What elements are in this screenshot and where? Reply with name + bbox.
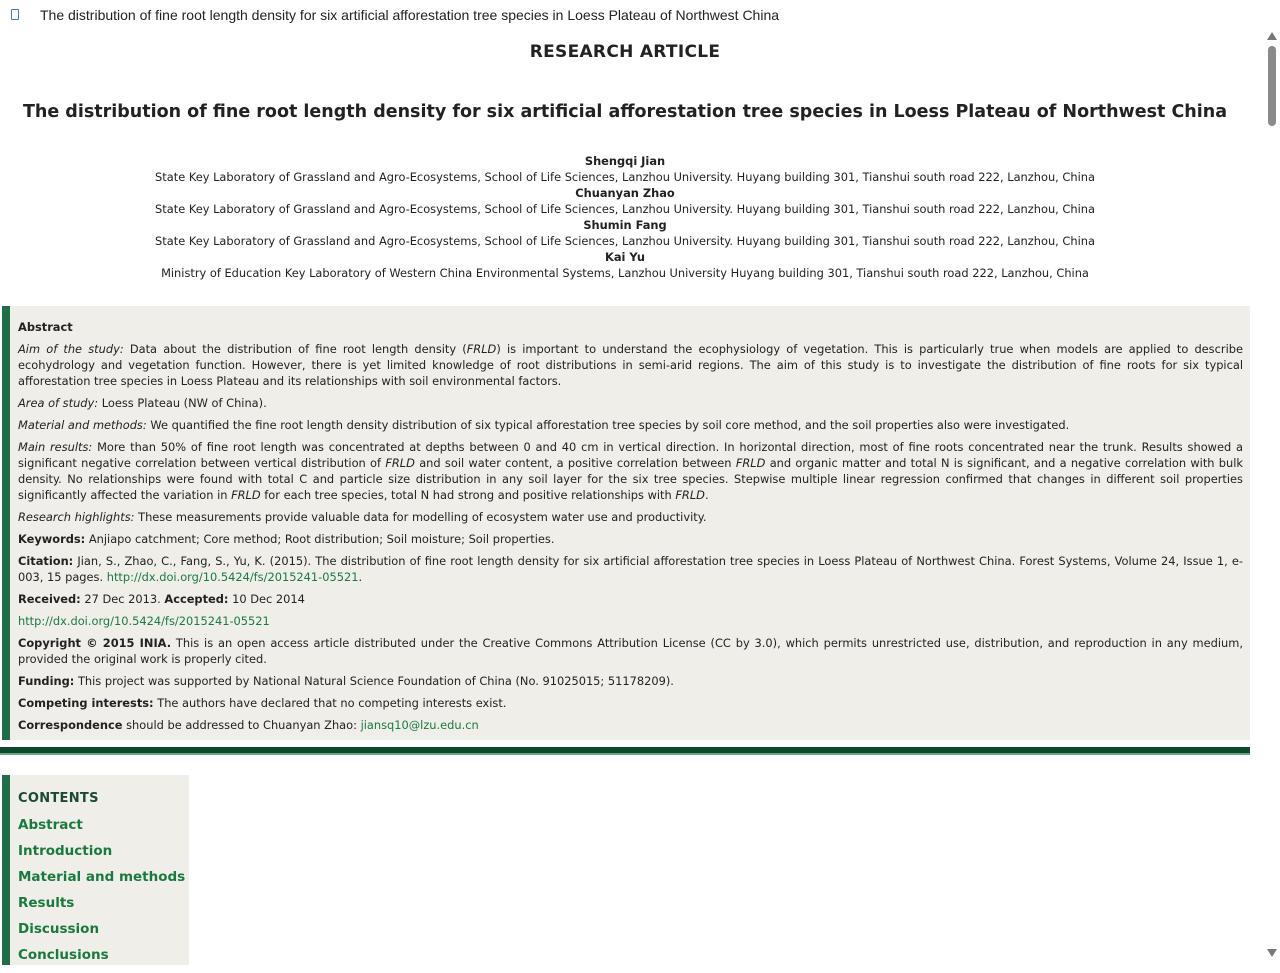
abstract-aim <box>18 341 1243 389</box>
citation-label: Citation: <box>18 554 74 568</box>
article-title: The distribution of fine root length density for six artificial afforestation tree species in Loess Plateau of Northwest China <box>22 102 1228 122</box>
funding-text: This project was supported by National Natural Science Foundation of China (No. 91025015; 51178209). <box>77 674 674 688</box>
frld-term: FRLD <box>675 488 705 502</box>
correspondence-label: Correspondence <box>18 718 123 732</box>
dates <box>18 591 1243 607</box>
scrollbar-thumb[interactable] <box>1268 46 1276 126</box>
competing-label: Competing interests: <box>18 696 154 710</box>
author-affiliation: State Key Laboratory of Grassland and Agro-Ecosystems, School of Life Sciences, Lanzhou University. Huyang building 301, Tianshui south road 222, Lanzhou, China <box>155 202 1095 216</box>
abstract-methods <box>18 417 1243 433</box>
document-title: The distribution of fine root length density for six artificial afforestation tree species in Loess Plateau of Northwest China <box>40 7 780 23</box>
contents-link-introduction[interactable]: Introduction <box>18 843 113 859</box>
document-icon <box>11 9 19 20</box>
author-affiliation: State Key Laboratory of Grassland and Agro-Ecosystems, School of Life Sciences, Lanzhou University. Huyang building 301, Tianshui south road 222, Lanzhou, China <box>155 170 1095 184</box>
contents-link-discussion[interactable]: Discussion <box>18 921 100 937</box>
contents-panel <box>2 775 189 965</box>
doi-link[interactable]: http://dx.doi.org/10.5424/fs/2015241-05521 <box>18 614 270 628</box>
results-text-a: More than 50% of fine root length was concentrated at depths between 0 and 40 cm in vertical direction. In horizontal direction, most of fine roots concentrated near the trunk. Results showed a significant negative correlation between vertical distribution of <box>18 440 1244 470</box>
doi-row <box>18 613 1243 629</box>
frld-term: FRLD <box>466 342 497 356</box>
accepted-date: 10 Dec 2014 <box>232 592 305 606</box>
received-label: Received: <box>18 592 81 606</box>
copyright-label: Copyright © 2015 INIA. <box>18 636 172 650</box>
competing-interests <box>18 695 1243 711</box>
methods-label: Material and methods: <box>18 418 147 432</box>
highlights-text: These measurements provide valuable data for modelling of ecosystem water use and productivity. <box>138 510 707 524</box>
correspondence-text: should be addressed to Chuanyan Zhao: <box>126 718 357 732</box>
document-tab-bar <box>0 0 1266 30</box>
citation-doi-link[interactable]: http://dx.doi.org/10.5424/fs/2015241-05521 <box>106 570 359 584</box>
abstract-heading: Abstract <box>18 320 73 334</box>
aim-text-b: ) is important to understand the ecophysiology of vegetation. This is particularly true when models are applied to describe ecohydrology and vegetation function. However, there is yet limited knowledge of root distributions in semi-arid regions. The aim of this study is to investigate the distribution of fine roots for six typical afforestation tree species in Loess Plateau and its relationships with soil environmental factors. <box>18 342 1243 388</box>
contents-link-results[interactable]: Results <box>18 895 75 911</box>
abstract-highlights <box>18 509 1243 525</box>
section-divider <box>0 747 1250 755</box>
highlights-label: Research highlights: <box>18 510 135 524</box>
aim-text-a: Data about the distribution of fine root length density ( <box>129 342 467 356</box>
contents-heading: CONTENTS <box>18 791 99 806</box>
funding-label: Funding: <box>18 674 75 688</box>
author-name: Shengqi Jian <box>584 154 666 168</box>
accepted-label: Accepted: <box>164 592 229 606</box>
competing-text: The authors have declared that no competing interests exist. <box>157 696 507 710</box>
area-text: Loess Plateau (NW of China). <box>101 396 267 410</box>
citation: Citation: Jian, S., Zhao, C., Fang, S., Yu, K. (2015). The distribution of fine root length density for six artificial afforestation tree species in Loess Plateau of Northwest China. Forest Systems, Volume 24, Issue 1, e-003, 15 pages. http://dx.doi.org/10.5424/fs/2015241-05521. <box>18 554 1244 584</box>
vertical-scrollbar[interactable] <box>1264 30 1280 960</box>
scroll-down-icon[interactable] <box>1267 949 1277 957</box>
area-label: Area of study: <box>18 396 99 410</box>
abstract-area <box>18 395 1243 411</box>
article-type: RESEARCH ARTICLE <box>529 42 721 62</box>
author-affiliation: State Key Laboratory of Grassland and Agro-Ecosystems, School of Life Sciences, Lanzhou University. Huyang building 301, Tianshui south road 222, Lanzhou, China <box>155 234 1095 248</box>
contents-link-material-and-methods[interactable]: Material and methods <box>18 869 186 885</box>
copyright <box>18 635 1243 667</box>
author-name: Shumin Fang <box>583 218 667 232</box>
keywords <box>18 531 1243 547</box>
author-affiliation: Ministry of Education Key Laboratory of Western China Environmental Systems, Lanzhou University Huyang building 301, Tianshui south road 222, Lanzhou, China <box>161 266 1089 280</box>
frld-term: FRLD <box>735 456 766 470</box>
scroll-up-icon[interactable] <box>1267 32 1277 40</box>
results-label: Main results: <box>18 440 93 454</box>
results-text-c: and organic matter and total N is significant, and a negative correlation with bulk density. No relationships were found with total C and particle size distribution in any soil layer for the six tree species. Stepwise multiple linear regression confirmed that changes in different soil properties significantly affected the variation in <box>18 456 1243 502</box>
author-list <box>0 153 1250 281</box>
results-text-d: for each tree species, total N had strong and positive relationships with <box>264 488 672 502</box>
keywords-label: Keywords: <box>18 532 86 546</box>
contents-link-conclusions[interactable]: Conclusions <box>18 947 109 963</box>
abstract-box <box>2 306 1250 740</box>
funding <box>18 673 1243 689</box>
received-date: 27 Dec 2013. <box>84 592 161 606</box>
frld-term: FRLD <box>385 456 415 470</box>
frld-term: FRLD <box>231 488 261 502</box>
contents-link-abstract[interactable]: Abstract <box>18 817 83 833</box>
methods-text: We quantified the fine root length density distribution of six typical afforestation tree species by soil core method, and the soil properties also were investigated. <box>150 418 1070 432</box>
author-name: Kai Yu <box>605 250 645 264</box>
correspondence <box>18 717 1243 733</box>
citation-text: Jian, S., Zhao, C., Fang, S., Yu, K. (2015). The distribution of fine root length density for six artificial afforestation tree species in Loess Plateau of Northwest China. Forest Systems, Volume 24, Issue 1, e-003, 15 pages. <box>18 554 1244 584</box>
copyright-text: This is an open access article distributed under the Creative Commons Attribution License (CC by 3.0), which permits unrestricted use, distribution, and reproduction in any medium, provided the original work is properly cited. <box>18 636 1243 666</box>
correspondence-email-link[interactable]: jiansq10@lzu.edu.cn <box>360 718 479 732</box>
results-text-b: and soil water content, a positive correlation between <box>419 456 732 470</box>
author-name: Chuanyan Zhao <box>575 186 675 200</box>
aim-label: Aim of the study: <box>18 342 124 356</box>
keywords-text: Anjiapo catchment; Core method; Root distribution; Soil moisture; Soil properties. <box>88 532 555 546</box>
abstract-results: Main results: More than 50% of fine root length was concentrated at depths between 0 and 40 cm in vertical direction. In horizontal direction, most of fine roots concentrated near the trunk. Results showed a significant negative correlation between vertical distribution of FRLD and soil water content, a positive correlation between FRLD and organic matter and total N is significant, and a negative correlation with bulk density. No relationships were found with total C and particle size distribution in any soil layer for the six tree species. Stepwise multiple linear regression confirmed that changes in different soil properties significantly affected the variation in FRLD for each tree species, total N had strong and positive relationships with FRLD. <box>18 440 1244 502</box>
